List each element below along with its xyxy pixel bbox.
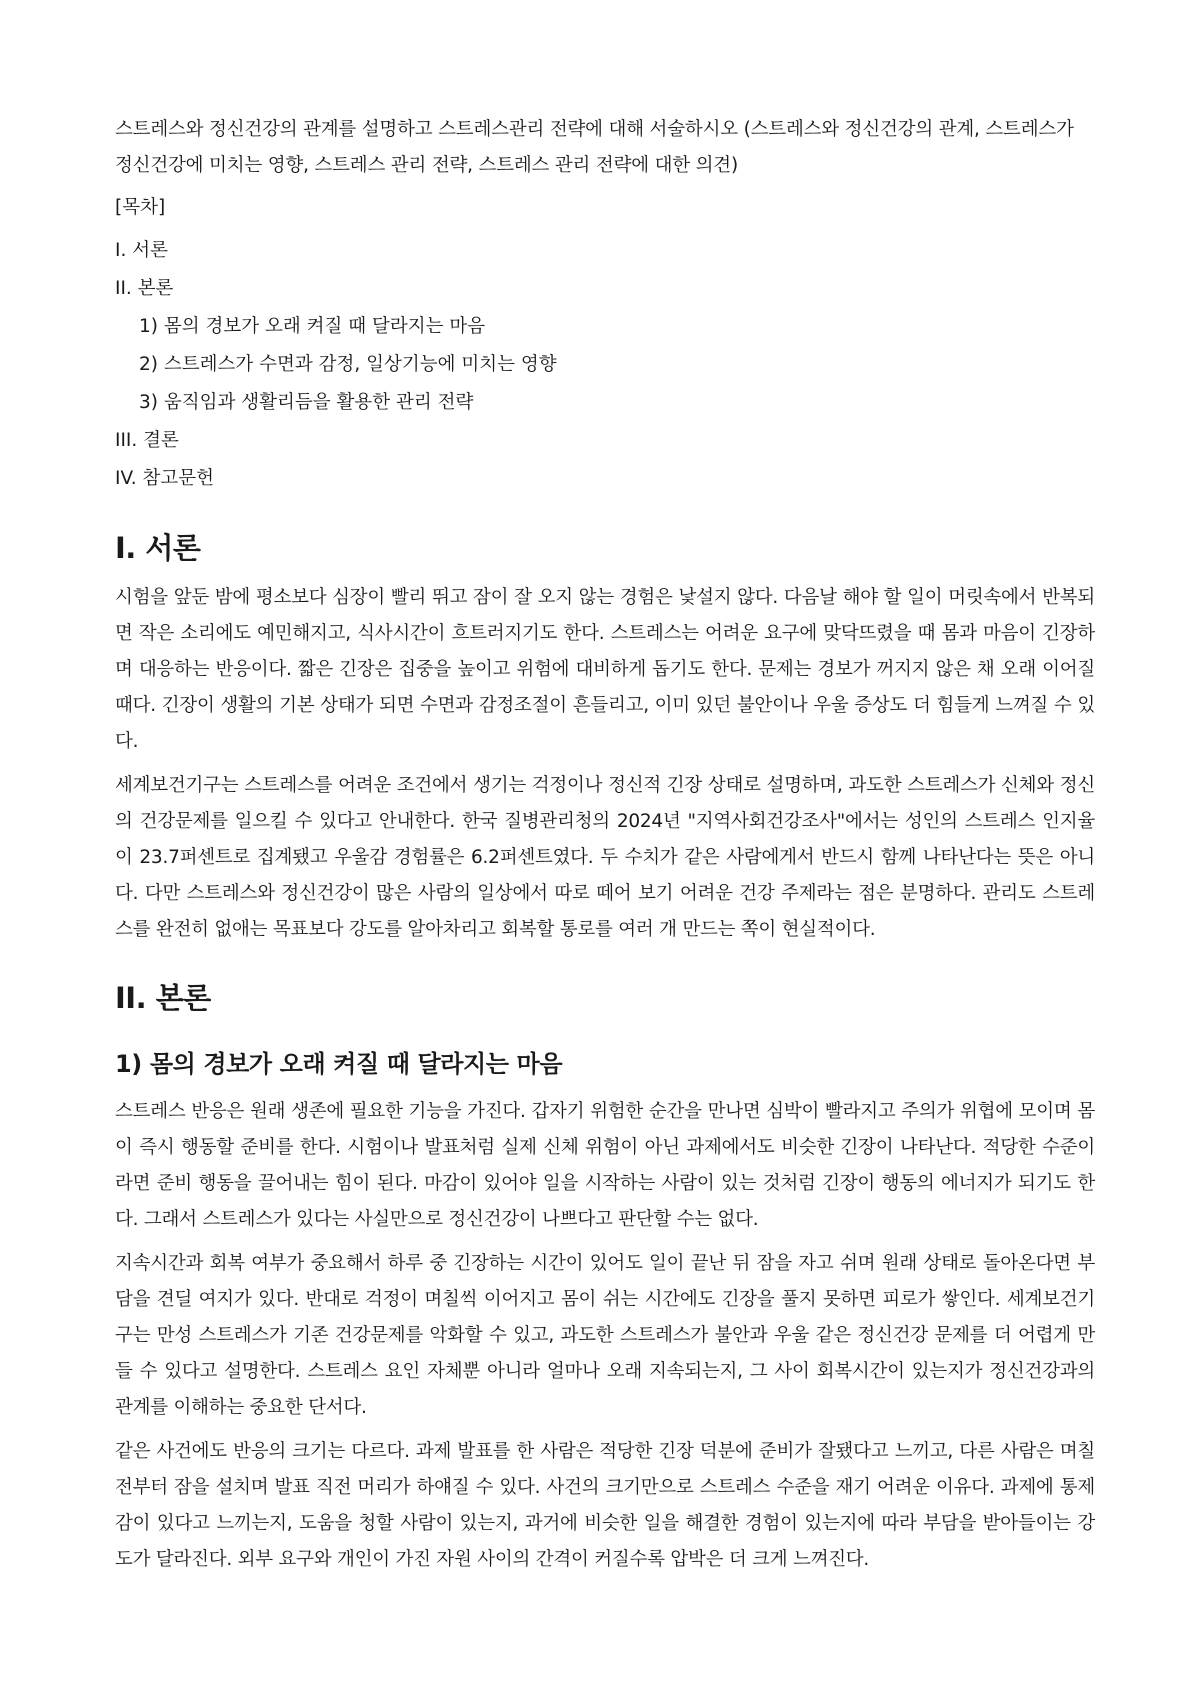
intro-paragraph-1: 시험을 앞둔 밤에 평소보다 심장이 빨리 뛰고 잠이 잘 오지 않는 경험은 낯설지 않다. 다음날 해야 할 일이 머릿속에서 반복되면 작은 소리에도 예민해지고, 식사시간이 흐트러지기도 한다. 스트레스는 어려운 요구에 맞닥뜨렸을 때 몸과 마음이 긴장하며 대응하는 반응이다. 짧은 긴장은 집중을 높이고 위험에 대비하게 돕기도 한다. 문제는 경보가 꺼지지 않은 채 오래 이어질 때다. 긴장이 생활의 기본 상태가 되면 수면과 감정조절이 흔들리고, 이미 있던 불안이나 우울 증상도 더 힘들게 느껴질 수 있다.	[115, 587, 1095, 752]
toc-item-conclusion: III. 결론	[115, 430, 179, 451]
subsection-1-paragraph-2: 지속시간과 회복 여부가 중요해서 하루 중 긴장하는 시간이 있어도 일이 끝난 뒤 잠을 자고 쉬며 원래 상태로 돌아온다면 부담을 견딜 여지가 있다. 반대로 걱정이 며칠씩 이어지고 몸이 쉬는 시간에도 긴장을 풀지 못하면 피로가 쌓인다. 세계보건기구는 만성 스트레스가 기존 건강문제를 악화할 수 있고, 과도한 스트레스가 불안과 우울 같은 정신건강 문제를 더 어렵게 만들 수 있다고 설명한다. 스트레스 요인 자체뿐 아니라 얼마나 오래 지속되는지, 그 사이 회복시간이 있는지가 정신건강과의 관계를 이해하는 중요한 단서다.	[115, 1253, 1095, 1418]
toc-title: [목차]	[115, 197, 166, 218]
subsection-1-heading: 1) 몸의 경보가 오래 켜질 때 달라지는 마음	[115, 1050, 563, 1078]
subsection-1-paragraph-3: 같은 사건에도 반응의 크기는 다르다. 과제 발표를 한 사람은 적당한 긴장 덕분에 준비가 잘됐다고 느끼고, 다른 사람은 며칠 전부터 잠을 설치며 발표 직전 머리가 하얘질 수 있다. 사건의 크기만으로 스트레스 수준을 재기 어려운 이유다. 과제에 통제감이 있다고 느끼는지, 도움을 청할 사람이 있는지, 과거에 비슷한 일을 해결한 경험이 있는지에 따라 부담을 받아들이는 강도가 달라진다. 외부 요구와 개인이 가진 자원 사이의 간격이 커질수록 압박은 더 크게 느껴진다.	[115, 1441, 1095, 1570]
subsection-1-paragraph-1: 스트레스 반응은 원래 생존에 필요한 기능을 가진다. 갑자기 위험한 순간을 만나면 심박이 빨라지고 주의가 위협에 모이며 몸이 즉시 행동할 준비를 한다. 시험이나 발표처럼 실제 신체 위험이 아닌 과제에서도 비슷한 긴장이 나타난다. 적당한 수준이라면 준비 행동을 끌어내는 힘이 된다. 마감이 있어야 일을 시작하는 사람이 있는 것처럼 긴장이 행동의 에너지가 되기도 한다. 그래서 스트레스가 있다는 사실만으로 정신건강이 나쁘다고 판단할 수는 없다.	[115, 1101, 1095, 1230]
intro-heading: I. 서론	[115, 531, 201, 565]
toc-item-references: IV. 참고문헌	[115, 468, 214, 489]
toc-item-body-3: 3) 움직임과 생활리듬을 활용한 관리 전략	[139, 392, 474, 413]
document-page	[115, 112, 1095, 1586]
intro-paragraph-2: 세계보건기구는 스트레스를 어려운 조건에서 생기는 걱정이나 정신적 긴장 상태로 설명하며, 과도한 스트레스가 신체와 정신의 건강문제를 일으킬 수 있다고 안내한다. 한국 질병관리청의 2024년 "지역사회건강조사"에서는 성인의 스트레스 인지율이 23.7퍼센트로 집계됐고 우울감 경험률은 6.2퍼센트였다. 두 수치가 같은 사람에게서 반드시 함께 나타난다는 뜻은 아니다. 다만 스트레스와 정신건강이 많은 사람의 일상에서 따로 떼어 보기 어려운 건강 주제라는 점은 분명하다. 관리도 스트레스를 완전히 없애는 목표보다 강도를 알아차리고 회복할 통로를 여러 개 만드는 쪽이 현실적이다.	[115, 775, 1095, 940]
toc-item-body-1: 1) 몸의 경보가 오래 켜질 때 달라지는 마음	[139, 316, 486, 337]
assignment-prompt: 스트레스와 정신건강의 관계를 설명하고 스트레스관리 전략에 대해 서술하시오 (스트레스와 정신건강의 관계, 스트레스가 정신건강에 미치는 영향, 스트레스 관리 전략, 스트레스 관리 전략에 대한 의견)	[115, 119, 1074, 176]
table-of-contents	[115, 232, 1095, 498]
toc-item-intro: I. 서론	[115, 240, 168, 261]
toc-item-body-2: 2) 스트레스가 수면과 감정, 일상기능에 미치는 영향	[139, 354, 557, 375]
toc-item-body: II. 본론	[115, 278, 174, 299]
body-heading: II. 본론	[115, 981, 211, 1015]
